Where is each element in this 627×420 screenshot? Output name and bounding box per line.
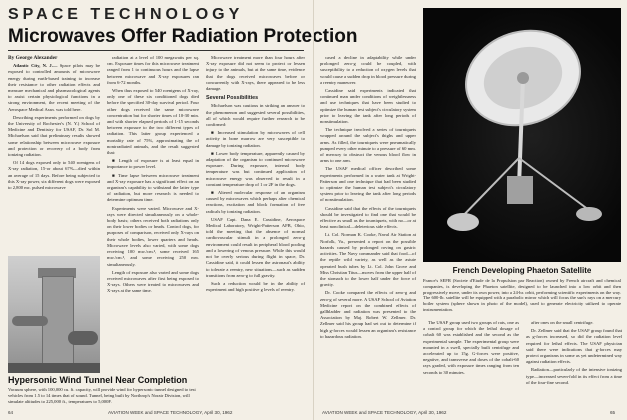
bullet-icon: ■ bbox=[211, 130, 216, 136]
photo-caption: France's SEFR (Societe d'Etude de la Propulsion par Reaction) owned by French aircraft and chemical companies, is developing the Phaeton satellite, designed to be launched into a low orbit and then progressively move, under its own power, into a 24-hr. orbit, performing scientific experiments on the way. The 600-lb. satellite will be equipped with a parabolic mirror which will focus the sun's rays on a mercury boiler system (sphere shown in photo of the model), used to generate electricity utilized to operate instrumentation. bbox=[423, 278, 621, 312]
photo-caption-title: Hypersonic Wind Tunnel Near Completion bbox=[8, 375, 188, 385]
paragraph: The technique involved a series of tourniquets wrapped around the subject's thighs and upper arms. As filled, the tourniquets were pneumatically pumped every other minute to a pressure of 60 mm. of mercury to obstruct the venous blood flow in arms to one arm. bbox=[320, 127, 416, 164]
satellite-body bbox=[507, 176, 533, 204]
paragraph: When thus exposed to 540 roentgens of X-ray, only one of these six conditioned dogs died before the specified 30-day survival period. Four other dogs received the same microwave concentration but for shorter times of 10-30 min. and with shorter elapsed periods of 1-15 seconds between exposure to the two different types of radiation. This latter group experienced a mortality rate of 75%, approximating the of nonirradiated animals, and the result suggested that: bbox=[107, 88, 199, 156]
boiler-sphere bbox=[517, 72, 529, 84]
photo-caption-title: French Developing Phaeton Satellite bbox=[452, 266, 592, 275]
paragraph: Cassidine said that the effects of the tourniquets should be investigated to find one that would be effective as small as the tourniquets, with no—or at least nonclinical—deleterious side effects. bbox=[320, 205, 416, 230]
right-page bbox=[313, 0, 627, 420]
dateline: Atlantic City, N. J.— bbox=[13, 63, 58, 69]
ground bbox=[8, 363, 100, 373]
paragraph: Describing experiments performed on dogs by the University of Rochester's (N. Y.) School of Medicine and Dentistry for USAF, Dr. Sol M. Michaelson said that preliminary results showed some relationship between microwave exposure and protection or recovery of a body from ionizing radiation. bbox=[8, 114, 100, 158]
paragraph: Michaelson was cautious in striking an answer to the phenomenon and suggested several possibilities, all of which would require further research to be confirmed: bbox=[206, 103, 305, 128]
paragraph: USAF Capt. Dana E. Cassidine, Aerospace Medical Laboratory, Wright-Patterson AFB, Ohio, told the meeting that the absence of normal cardiovascular stimuli in a prolonged zero-g environment could result in peripheral blood pooling and a lowering of venous pressure. While this would not be overly serious during flight in space, Dr. Cassidine said, it could lessen the astronaut's ability to tolerate a reentry, new situations—such as sudden transitions from zero-g to full gravity. bbox=[206, 216, 305, 278]
paragraph: after ones on the small centrifuge. bbox=[531, 320, 594, 325]
paragraph: Dr. Zellmer said that the USAF group found that as g-forces increased, so did the radiation level required for lethal effects. The USAF physician said there were indications that g-forces may protect organisms in some as yet undetermined way against radiation effects. bbox=[526, 328, 622, 365]
photo-caption: Vacuum sphere, with 100,000 cu. ft. capacity, will provide wind for hypersonic tunnel designed to test vehicles from 1.5 to 14 times that of sound. Tunnel, being built by Northrop's Norair Division, will simulate altitudes to 225,000 ft., temperatures to 5,000F. bbox=[8, 387, 196, 404]
bullet-paragraph: ■ Lower body temperature, apparently caused by adaptation of the organism to continued microwave exposure. During exposure, internal body temperature was but continued application of microwave energy was observed to result in a constant temperature drop of 1 or 2F in the dogs. bbox=[206, 150, 306, 187]
bullet-icon: ■ bbox=[211, 190, 216, 196]
paragraph: Lt. Col. Norman K. Cooke, Naval Air Station at Norfolk, Va., presented a report on the possible hazards caused by prolonged roving on gastric activities. The Navy commander said that food—of the reptile wild variety, as well as the astute operated bush tubes by Lt. Col. John Grove and Miss Christian Titus—moves from the upper half of the stomach to the lower half under the force of gravity. bbox=[320, 232, 416, 288]
satellite-photo bbox=[423, 8, 621, 262]
satellite-illustration bbox=[423, 8, 621, 262]
section-heading: SPACE TECHNOLOGY bbox=[8, 6, 244, 23]
article-headline: Microwaves Offer Radiation Protection bbox=[8, 26, 358, 47]
paragraph: Experiments were varied. Microwave and X-rays were directed simultaneously on a whole-body basis; others received both radiations only on their lower bodies or heads. Control dogs, for purposes of comparison, received only X-rays on their whole bodies, lower quarters and heads. Microwave levels also varied, with some dogs receiving 100 mw./cm.², some received 165 mw./cm.², and some receiving 250 mw. simultaneously. bbox=[107, 205, 199, 267]
article-column-1 bbox=[8, 55, 100, 253]
paragraph: Radiation—particularly of the intensive ionizing type—increased seven-fold in its effect from a time of the four-fine second. bbox=[526, 367, 622, 385]
bullet-icon: ■ bbox=[112, 158, 117, 164]
bullet-icon: ■ bbox=[211, 150, 215, 156]
small-dish bbox=[447, 213, 479, 231]
running-footer: AVIATION WEEK and SPACE TECHNOLOGY, April 30, 1962 bbox=[322, 410, 447, 415]
tunnel-pipe bbox=[12, 316, 48, 326]
paragraph: Cassidine said experiments indicated that continued man under conditions of weightlessness and use techniques that have been studied to optimize the human test subject's circulatory system prior to leaving the tank after long periods of nonstimulation. bbox=[320, 88, 416, 125]
paragraph: radiation at a level of 100 megawatts per sq. cm. Exposure times for this microwave treatment ranged from 1 to continuous hours and the lapse between microwave and X-ray exposures ran from 6-72 months. bbox=[107, 55, 199, 85]
paragraph: Such a reduction would be in the ability of experiment and high positive g levels of reentry. bbox=[206, 280, 305, 293]
page-number: 65 bbox=[610, 410, 616, 415]
bullet-paragraph: ■ Length of exposure is at least equal in importance to power level. bbox=[107, 158, 199, 170]
running-footer: AVIATION WEEK and SPACE TECHNOLOGY, April 30, 1962 bbox=[108, 410, 233, 415]
subheading: Several Possibilities bbox=[206, 95, 259, 102]
article-column-continued bbox=[320, 55, 416, 407]
page-number: 64 bbox=[8, 410, 14, 415]
wind-tunnel-photo bbox=[8, 256, 100, 373]
bullet-icon: ■ bbox=[112, 172, 116, 178]
paragraph: The USAF medical officer described some experiments performed in a water tank at Wright-Patterson and one technique that had been studied to optimize the human test subject's circulatory system prior to leaving the tank after long periods of nonstimulation. bbox=[320, 166, 416, 203]
paragraph: Microwave treatment more than four hours after X-ray exposure did not seem to protect or lessen injury to the animals, but at the same time, evidence that the dogs received microwaves before or concurrently with X-rays, there appeared to be less damage. bbox=[206, 55, 305, 92]
byline: By George Alexander bbox=[8, 55, 58, 61]
paragraph: Dr. Cooke compared the effects of zero-g and zero-g of several more. A USAF School of Aviation Medicine report on the combined effects of gallbladder and radiation was presented to the Association by Maj. Robert W. Zellmer. Dr. Zellmer said his group had set out to determine if high g-forces would lessen an organism's resistance to hazardous radiation. bbox=[320, 290, 416, 339]
bullet-paragraph: ■ Altered molecular response of an organism caused by microwaves which perhaps alter chemical reactions, excitation and block formation of free radicals by ionizing radiation. bbox=[206, 190, 305, 214]
paragraph: Of 14 dogs exposed only to 540 roentgens of X-ray radiation, 15-or about 67%—died within an average of 15 days. Before being subjected to this X-ray power, six different dogs were exposed to 2,800 mc. pulsed microwave bbox=[8, 160, 100, 191]
small-dish bbox=[576, 207, 602, 221]
article-column-2 bbox=[107, 55, 199, 407]
article-column-3 bbox=[206, 55, 305, 407]
article-column-continued bbox=[526, 320, 622, 406]
paragraph: cased a decline in adaptability while under prolonged zero-g could be coupled, with susceptibility to a reduction of oxygen levels that would cause a sudden drop in blood pressure during a reentry maneuver. bbox=[320, 55, 416, 85]
headline-rule bbox=[8, 50, 304, 51]
paragraph: Atlantic City, N. J.— Space pilots may be exposed to controlled amounts of microwave energy during earth-based training to increase their resistance to other radiation effects and measure mechanical and pharmacological agents to assist certain physiological functions in a strong environment, the recent meeting of the Aerospace Medical Assn. was told here. bbox=[8, 63, 100, 112]
article-column-continued bbox=[423, 320, 519, 406]
bullet-paragraph: ■ Increased stimulation by microwaves of cell activity in bone marrow are very susceptible to damage by ionizing radiation. bbox=[206, 130, 305, 148]
paragraph: Length of exposure also varied and some dogs received microwaves after first being exposed to X-rays. Others were treated to microwaves and X-rays at the same time. bbox=[107, 269, 199, 294]
tunnel-pipe bbox=[68, 331, 98, 345]
bullet-paragraph: ■ Time lapse between microwave treatment and X-ray exposure has a significant effect on an organism's capability to withstand the latter type of radiation, but more research is needed to determine optimum time. bbox=[107, 172, 199, 203]
paragraph: The USAF group used two groups of rats, one as a control group for which the lethal dosage of cobalt 60 was established and the second as the experimental sample. The experimental group were mounted in a swell, specially built centrifuge and accelerated up to 15g. G-forces were positive, negative, and transverse and doses of the cobalt-60 rays graded, with exposure times ranging from ten seconds to 30 minutes. bbox=[423, 320, 519, 375]
